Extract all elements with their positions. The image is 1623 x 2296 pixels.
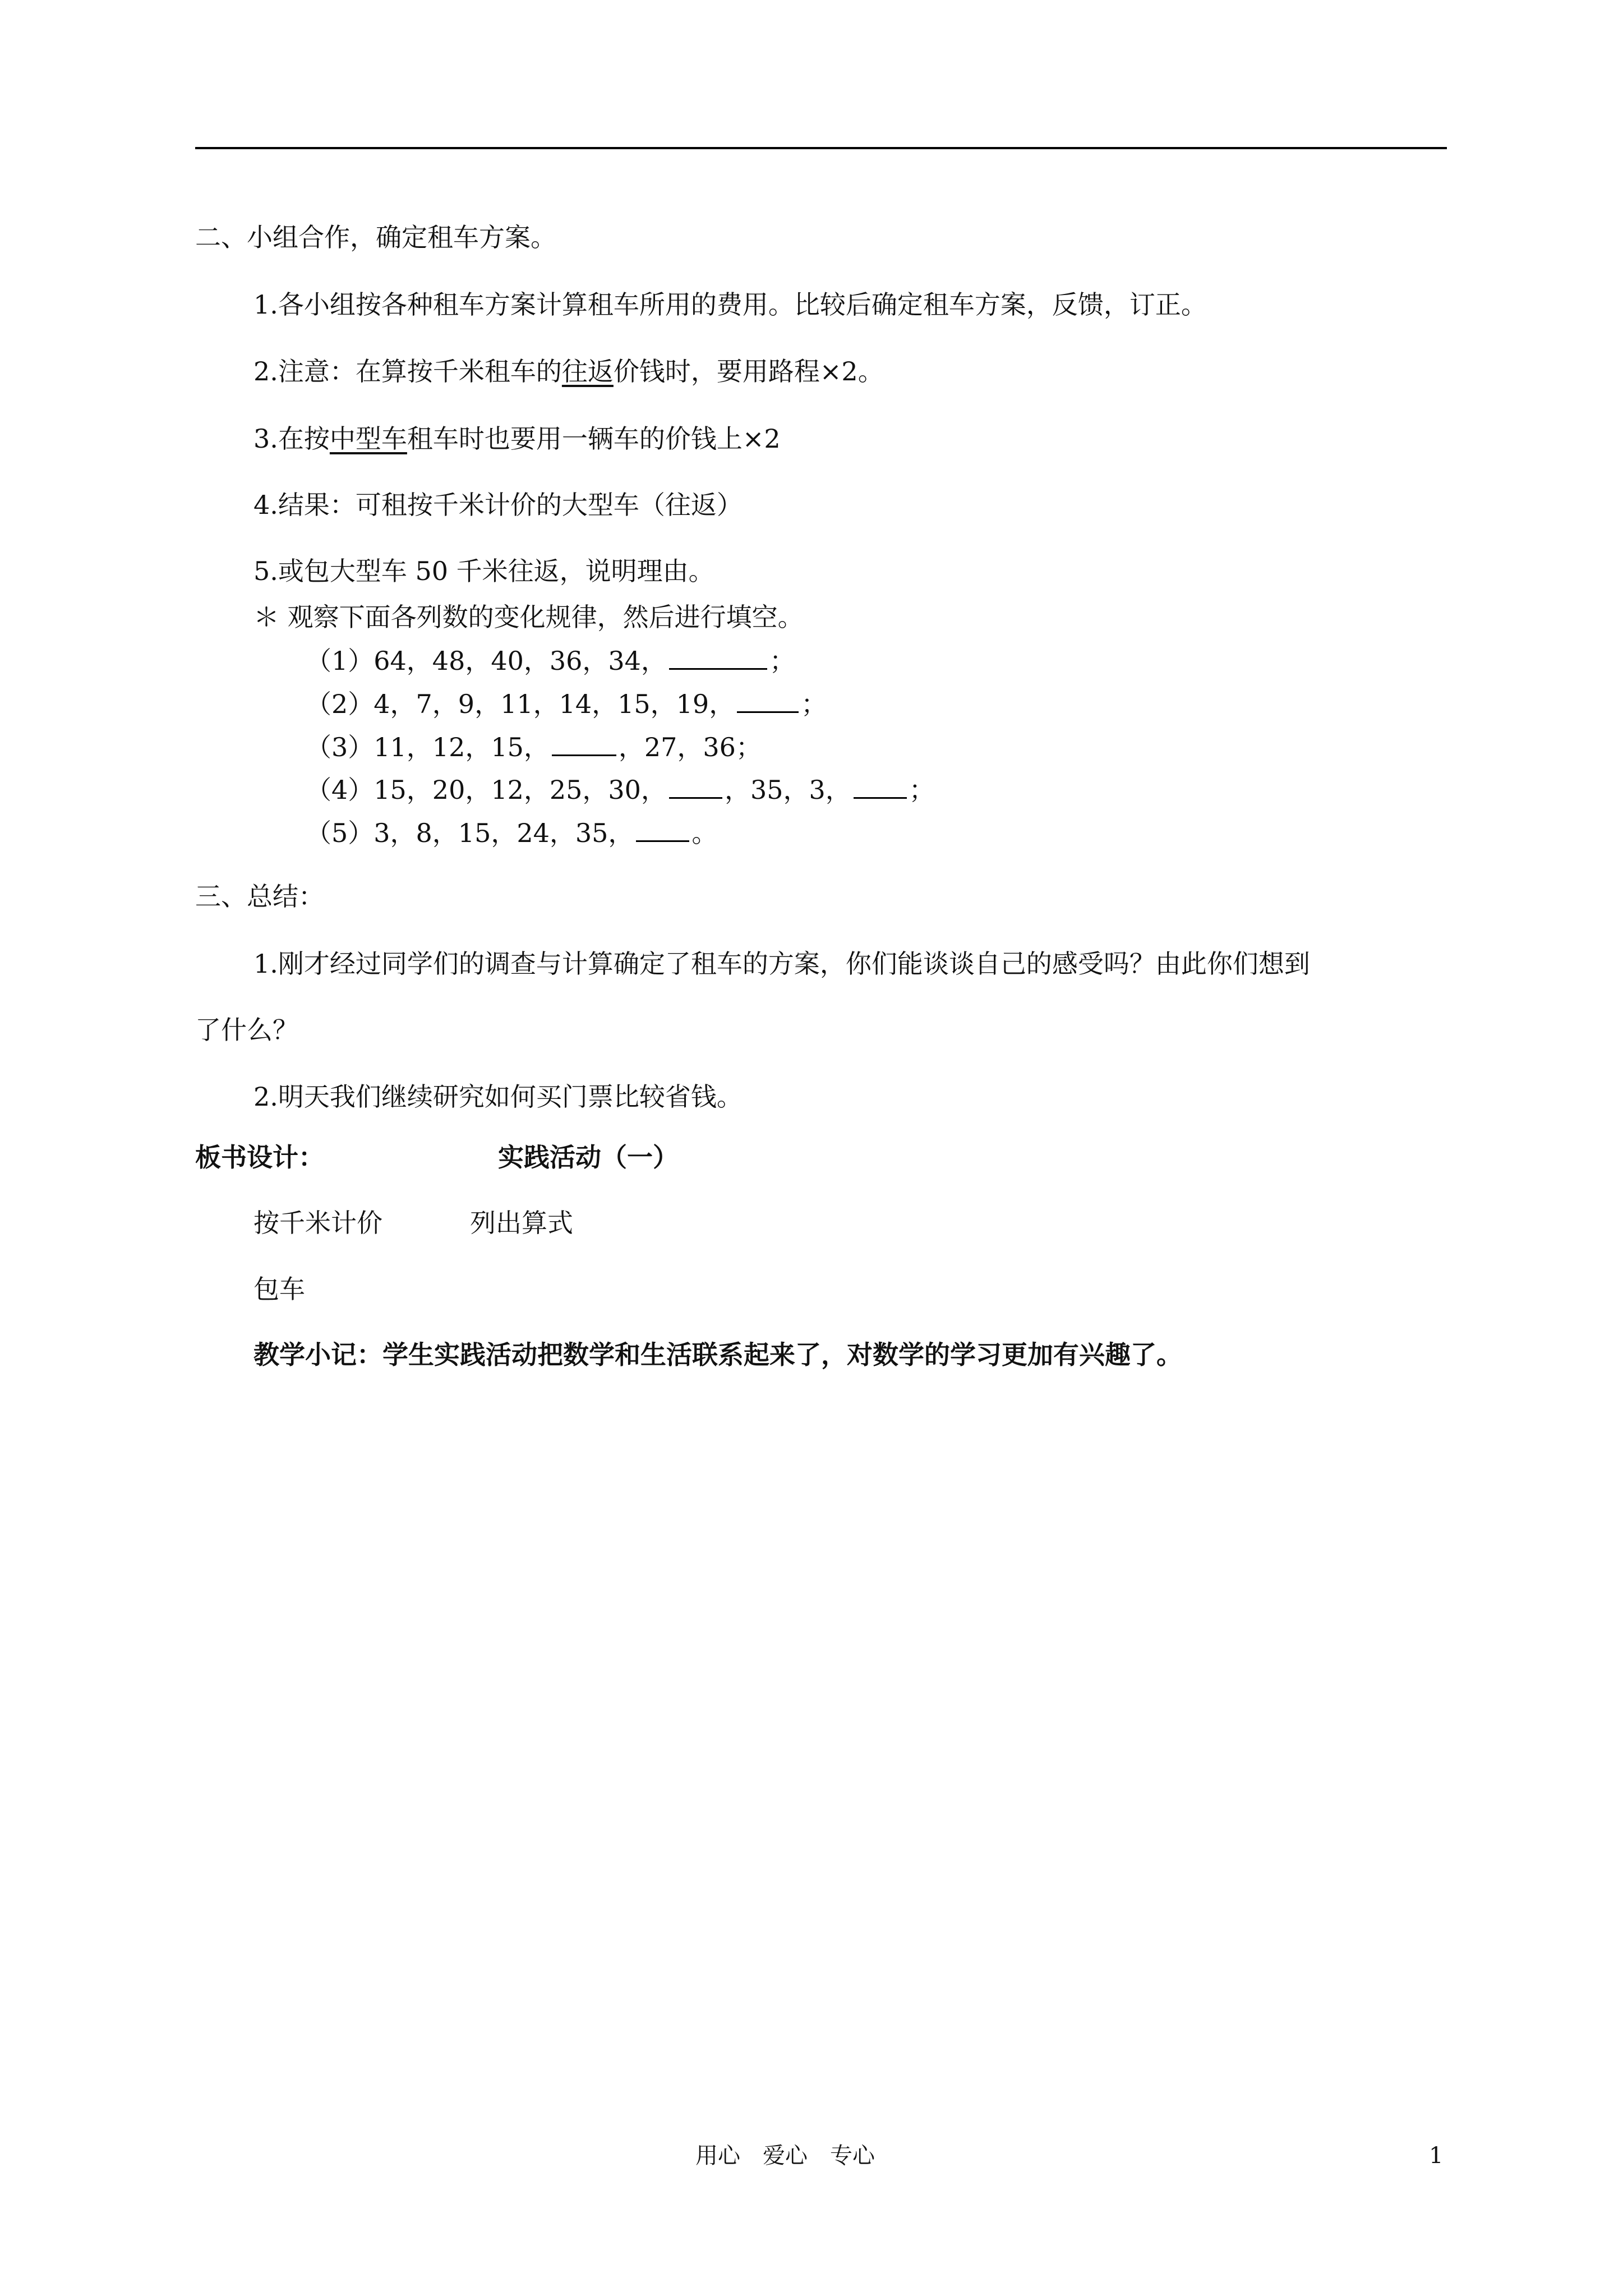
exercise-q5 (306, 816, 717, 850)
q1-blank[interactable] (669, 647, 767, 670)
footer-motto: 用心 爱心 专心 (695, 2143, 875, 2169)
board-row-2: 包车 (253, 1274, 305, 1304)
q2-text: （2）4，7，9，11，14，15，19， (306, 689, 735, 719)
board-row-1-a: 按千米计价 (253, 1208, 382, 1238)
q5-blank[interactable] (636, 819, 689, 842)
item-3-underlined: 中型车 (329, 424, 407, 454)
q2-end: ； (801, 689, 827, 719)
page-number: 1 (1429, 2143, 1444, 2169)
section-3-item-2: 2.明天我们继续研究如何买门票比较省钱。 (253, 1082, 743, 1112)
q4-mid: ，35，3， (724, 775, 851, 805)
section-3-heading: 三、总结： (195, 881, 324, 912)
q5-end: 。 (691, 818, 718, 848)
item-3-pre: 3.在按 (253, 424, 330, 454)
item-2-underlined: 往返 (561, 356, 614, 386)
section-3-item-1-line-2: 了什么？ (195, 1015, 298, 1045)
item-3-post: 租车时也要用一辆车的价钱上×2 (407, 424, 781, 454)
item-2-post: 价钱时，要用路程×2。 (613, 356, 884, 386)
exercise-q2 (306, 687, 827, 721)
q4-end: ； (909, 775, 935, 805)
section-2-item-1: 1.各小组按各种租车方案计算租车所用的费用。比较后确定租车方案，反馈，订正。 (253, 289, 1207, 320)
section-2-item-3 (253, 422, 781, 455)
item-2-pre: 2.注意：在算按千米租车的 (253, 356, 562, 386)
board-design-title: 实践活动（一） (498, 1142, 679, 1172)
q3-post: ，27，36； (618, 732, 762, 762)
teaching-note: 教学小记：学生实践活动把数学和生活联系起来了，对数学的学习更加有兴趣了。 (253, 1340, 1182, 1370)
header-rule (195, 147, 1447, 149)
exercise-q1 (306, 644, 795, 678)
q3-pre: （3）11，12，15， (306, 732, 550, 762)
q4-pre: （4）15，20，12，25，30， (306, 775, 667, 805)
q4-blank-1[interactable] (669, 776, 722, 799)
section-2-item-5: 5.或包大型车 50 千米往返，说明理由。 (253, 556, 714, 586)
q5-text: （5）3，8，15，24，35， (306, 818, 634, 848)
board-design-label: 板书设计： (195, 1142, 324, 1172)
q1-end: ； (769, 646, 795, 676)
section-3-item-1-line-1: 1.刚才经过同学们的调查与计算确定了租车的方案，你们能谈谈自己的感受吗？由此你们想到 (253, 949, 1310, 979)
q3-blank[interactable] (552, 733, 616, 756)
section-2-item-2 (253, 355, 884, 388)
exercise-intro: ＊ 观察下面各列数的变化规律，然后进行填空。 (253, 602, 804, 632)
exercise-q3 (306, 730, 762, 764)
q1-text: （1）64，48，40，36，34， (306, 646, 667, 676)
q4-blank-2[interactable] (854, 776, 907, 799)
exercise-q4 (306, 773, 935, 807)
board-row-1-b: 列出算式 (470, 1208, 573, 1238)
q2-blank[interactable] (737, 690, 799, 713)
section-2-heading: 二、小组合作，确定租车方案。 (195, 222, 556, 252)
section-2-item-4: 4.结果：可租按千米计价的大型车（往返） (253, 490, 743, 520)
